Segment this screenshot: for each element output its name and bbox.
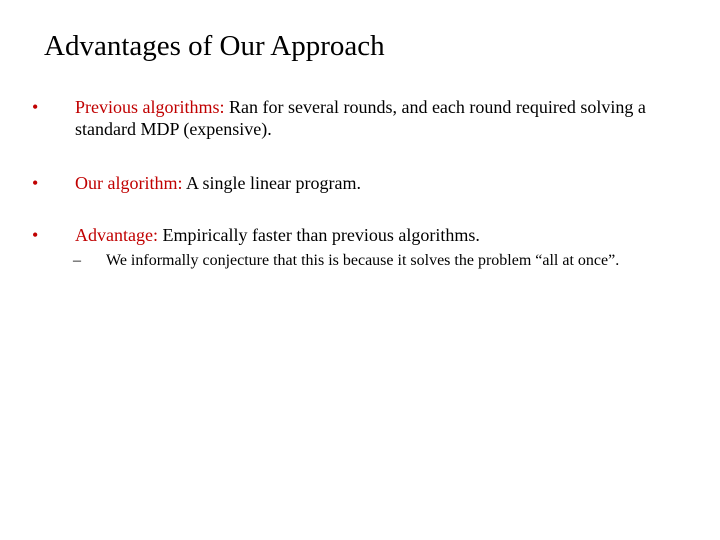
bullet-description: A single linear program. (182, 173, 361, 193)
sub-bullet-text: We informally conjecture that this is because it solves the problem “all at once”. (106, 252, 620, 269)
bullet-icon: • (32, 97, 39, 117)
bullet-text (75, 224, 655, 246)
bullet-term: Advantage: (75, 225, 158, 245)
slide-title: Advantages of Our Approach (44, 30, 385, 62)
bullet-text (75, 96, 655, 140)
bullet-term: Our algorithm: (75, 173, 183, 193)
bullet-description: Empirically faster than previous algorithms. (157, 225, 480, 245)
dash-bullet-icon: – (73, 252, 81, 269)
bullet-description: Ran for several rounds, and each round required solving a standard MDP (expensive). (75, 97, 646, 139)
bullet-icon: • (32, 173, 39, 193)
bullet-term: Previous algorithms: (75, 97, 225, 117)
bullet-icon: • (32, 225, 39, 245)
bullet-text (75, 172, 655, 194)
